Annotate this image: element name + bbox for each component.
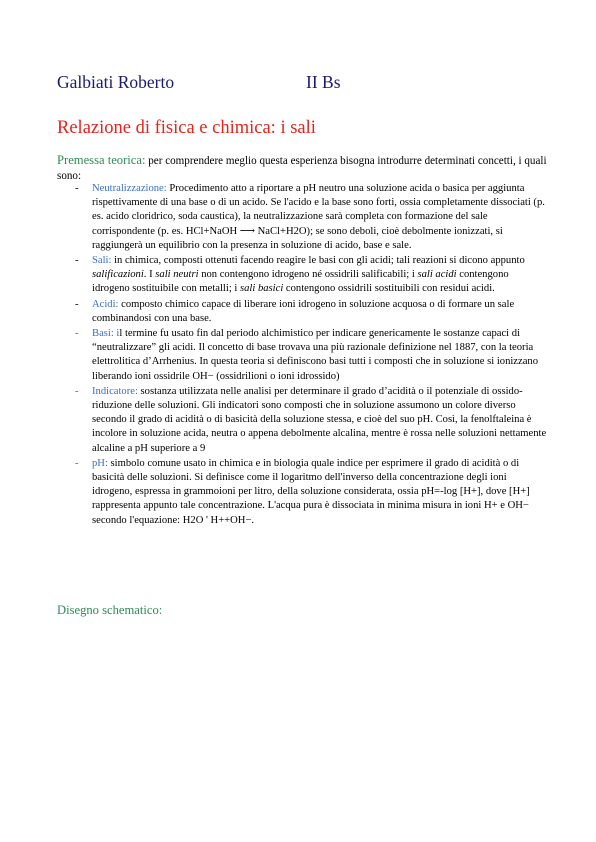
concepts-list	[57, 182, 547, 528]
list-bullet: -	[75, 298, 79, 310]
list-item-basi	[57, 327, 547, 384]
term-label: Neutralizzazione:	[92, 183, 167, 194]
intro-label: Premessa teorica:	[57, 153, 146, 167]
list-bullet: -	[75, 183, 79, 194]
intro-text: per comprendere meglio questa esperienza bisogna introdurre determinati concetti, i quali sono:	[57, 155, 547, 182]
term-text: . I	[143, 269, 156, 281]
term-emphasis: salificazioni	[92, 269, 144, 281]
intro-paragraph	[57, 153, 547, 184]
term-text: contengono ossidrili sostituibili con residui acidi.	[283, 283, 495, 295]
list-bullet: -	[75, 255, 79, 267]
list-item-acidi	[57, 298, 547, 326]
schematic-heading: Disegno schematico:	[57, 603, 163, 617]
list-item-ph	[57, 457, 547, 528]
term-text: simbolo comune usato in chimica e in biologia quale indice per esprimere il grado di acidità o di basicità delle soluzioni. Si definisce come il logaritmo dell'inverso della concentrazione degli ioni idrogeno, espressa in grammoioni per litro, della soluzione considerata, ossia pH=-log [H+], dove [H+] rappresenta appunto tale concentrazione. L'acqua pura è dissociata in minima misura in ioni H+ e OH− secondo l'equazione: H2O ' H++OH−.	[92, 457, 530, 526]
list-item-sali	[57, 254, 547, 297]
list-item-neutralizzazione	[57, 182, 547, 253]
term-text: composto chimico capace di liberare ioni idrogeno in soluzione acquosa o di formare un sale combinandosi con una base.	[92, 298, 515, 324]
author-name: Galbiati Roberto	[57, 72, 175, 92]
list-bullet: -	[75, 385, 79, 397]
list-bullet: -	[75, 328, 79, 340]
list-item-indicatore	[57, 385, 547, 456]
document-title: Relazione di fisica e chimica: i sali	[57, 118, 316, 138]
term-label: Basi: i	[92, 328, 120, 340]
document-header	[57, 72, 556, 96]
term-text: l termine fu usato fin dal periodo alchimistico per indicare genericamente le sostanze capaci di “neutralizzare” gli acidi. Il concetto di base trovava una più razionale definizione nel 1887, con la teoria elettrolitica d’Arrhenius. In questa teoria si definiscono basi tutti i composti che in soluzione si ionizzano liberando ioni ossidrile OH− (ossidrilioni o ioni idrossido)	[92, 328, 539, 382]
class-label: II Bs	[306, 72, 341, 92]
term-emphasis: sali basici	[240, 283, 284, 295]
term-text: contengono idrogeno sostituibile con metalli; i	[92, 269, 509, 295]
term-text: non contengono idrogeno né ossidrili salificabili; i	[198, 269, 418, 281]
term-emphasis: sali neutri	[155, 269, 199, 281]
term-emphasis: sali acidi	[417, 269, 457, 281]
term-label: pH:	[92, 457, 108, 469]
term-label: Indicatore:	[92, 385, 138, 397]
term-text: sostanza utilizzata nelle analisi per determinare il grado d’acidità o il potenziale di ossido-riduzione delle soluzioni. Gli indicatori sono composti che in soluzione assumono un colore diverso secondo il grado di acidità o di basicità della soluzione stessa, e cioè del suo pH. Così, la fenolftaleina è incolore in soluzione acida, neutra o appena debolmente alcalina, mentre è rossa nelle soluzioni nettamente alcaline a pH superiore a 9	[92, 385, 547, 454]
term-label: Acidi:	[92, 298, 119, 310]
term-text: Procedimento atto a riportare a pH neutro una soluzione acida o basica per aggiunta rispettivamente di una base o di un acido. Se l'acido e la base sono forti, ossia completamente dissociati (p. es. acido cloridrico, soda caustica), la neutralizzazione sarà completa con formazione del sale corrispondente (p. es. HCl+NaOH ⟶ NaCl+H2O); se sono deboli, cioè debolmente ionizzati, si raggiungerà un equilibrio con la presenza in soluzione di acido, base e sale.	[92, 183, 545, 251]
list-bullet: -	[75, 457, 79, 469]
term-label: Sali:	[92, 255, 112, 267]
term-text: in chimica, composti ottenuti facendo reagire le basi con gli acidi; tali reazioni si dicono appunto	[111, 255, 525, 267]
